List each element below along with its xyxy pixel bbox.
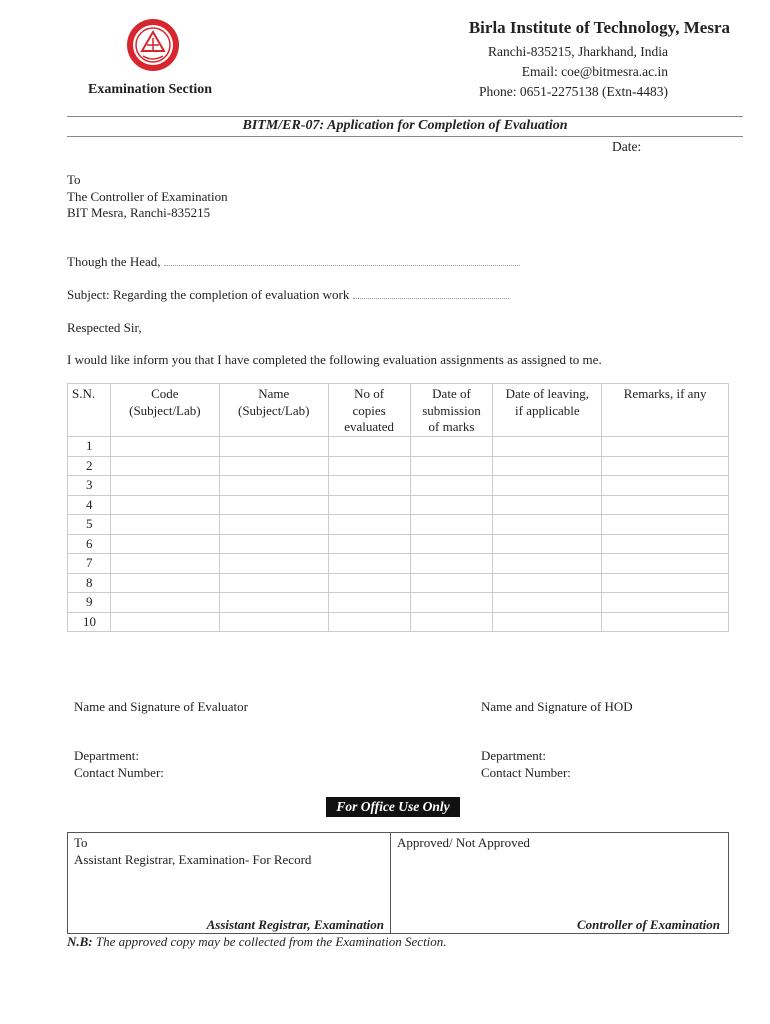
column-header-line: (Subject/Lab) [129,402,201,418]
table-entry-cell[interactable] [110,476,219,496]
office-box-divider [390,832,391,933]
table-entry-cell[interactable] [328,456,410,476]
evaluation-table [67,383,729,632]
table-entry-cell[interactable] [410,534,493,554]
table-entry-cell[interactable] [110,593,219,613]
serial-number-cell: 9 [68,593,111,613]
table-entry-cell[interactable] [493,554,602,574]
table-entry-cell[interactable] [219,534,328,554]
column-header-line: S.N. [72,386,96,401]
table-entry-cell[interactable] [493,612,602,632]
table-entry-cell[interactable] [328,573,410,593]
table-entry-cell[interactable] [493,476,602,496]
table-entry-cell[interactable] [328,534,410,554]
table-entry-cell[interactable] [602,534,729,554]
column-header-line: evaluated [344,419,394,434]
column-header-line: Remarks, if any [623,386,707,401]
table-entry-cell[interactable] [328,437,410,457]
evaluator-signature-label: Name and Signature of Evaluator [74,699,248,714]
table-row [68,515,729,535]
table-entry-cell[interactable] [219,495,328,515]
table-entry-cell[interactable] [328,476,410,496]
table-entry-cell[interactable] [493,515,602,535]
institute-phone: Phone: 0651-2275138 (Extn-4483) [479,84,668,99]
addressee-block [67,172,228,222]
table-entry-cell[interactable] [410,593,493,613]
table-entry-cell[interactable] [219,515,328,535]
column-header-line: Code [151,386,179,401]
table-entry-cell[interactable] [110,456,219,476]
table-row [68,534,729,554]
institute-email: Email: coe@bitmesra.ac.in [521,64,668,79]
table-entry-cell[interactable] [602,573,729,593]
column-header-line: of marks [428,419,475,434]
table-entry-cell[interactable] [602,437,729,457]
table-entry-cell[interactable] [602,476,729,496]
table-entry-cell[interactable] [328,554,410,574]
table-entry-cell[interactable] [410,495,493,515]
column-header [328,384,410,437]
table-row [68,573,729,593]
table-entry-cell[interactable] [493,593,602,613]
table-entry-cell[interactable] [110,534,219,554]
table-entry-cell[interactable] [219,554,328,574]
column-header-line: (Subject/Lab) [237,402,310,418]
evaluator-details [74,748,164,781]
table-entry-cell[interactable] [328,593,410,613]
table-entry-cell[interactable] [602,593,729,613]
table-entry-cell[interactable] [410,437,493,457]
table-entry-cell[interactable] [493,456,602,476]
table-entry-cell[interactable] [493,495,602,515]
subject-label: Subject: Regarding the completion of evaluation work [67,287,350,302]
note-text: The approved copy may be collected from the Examination Section. [92,934,447,949]
table-entry-cell[interactable] [602,612,729,632]
column-header [410,384,493,437]
table-row [68,495,729,515]
column-header [602,384,729,437]
evaluator-contact-label: Contact Number: [74,764,164,780]
addressee-title: The Controller of Examination [67,188,228,204]
serial-number-cell: 6 [68,534,111,554]
institute-address: Ranchi-835215, Jharkhand, India [488,44,668,59]
table-entry-cell[interactable] [493,573,602,593]
header-rule-bottom [67,136,743,137]
column-header-line: Date of [432,386,471,401]
form-title: BITM/ER-07: Application for Completion of Evaluation [242,118,568,133]
table-entry-cell[interactable] [219,456,328,476]
table-entry-cell[interactable] [110,612,219,632]
column-header-line: Name [258,386,290,401]
examination-section-label: Examination Section [88,82,213,97]
subject-blank-field[interactable] [353,288,509,299]
hod-signature-label: Name and Signature of HOD [481,699,633,714]
salutation: Respected Sir, [67,320,142,335]
addressee-location: BIT Mesra, Ranchi-835215 [67,205,211,220]
table-entry-cell[interactable] [328,612,410,632]
table-entry-cell[interactable] [328,515,410,535]
controller-signature: Controller of Examination [576,917,720,932]
table-row [68,554,729,574]
table-header-row [68,384,729,437]
table-entry-cell[interactable] [219,573,328,593]
table-entry-cell[interactable] [110,515,219,535]
institute-name: Birla Institute of Technology, Mesra [468,18,730,37]
body-text: I would like inform you that I have completed the following evaluation assignments as assigned to me. [67,352,602,367]
serial-number-cell: 1 [68,437,111,457]
institute-seal-logo [126,18,180,72]
assistant-registrar-signature: Assistant Registrar, Examination [206,917,384,932]
serial-number-cell: 7 [68,554,111,574]
through-line [67,254,520,271]
serial-number-cell: 2 [68,456,111,476]
table-entry-cell[interactable] [602,515,729,535]
hod-details [481,748,571,781]
table-entry-cell[interactable] [219,593,328,613]
column-header [68,384,111,437]
table-entry-cell[interactable] [410,456,493,476]
column-header-line: Date of leaving, [505,386,590,401]
table-entry-cell[interactable] [493,437,602,457]
serial-number-cell: 4 [68,495,111,515]
date-label: Date: [612,139,642,154]
table-entry-cell[interactable] [410,554,493,574]
table-entry-cell[interactable] [110,495,219,515]
through-label: Though the Head, [67,254,161,269]
evaluator-department-label: Department: [74,748,139,763]
serial-number-cell: 8 [68,573,111,593]
table-entry-cell[interactable] [602,456,729,476]
table-entry-cell[interactable] [110,437,219,457]
hod-department-label: Department: [481,748,546,763]
table-row [68,593,729,613]
table-row [68,612,729,632]
note [67,934,447,950]
approval-status: Approved/ Not Approved [397,835,530,850]
serial-number-cell: 3 [68,476,111,496]
hod-contact-label: Contact Number: [481,764,571,780]
through-blank-field[interactable] [164,255,520,266]
table-entry-cell[interactable] [110,554,219,574]
note-prefix: N.B: [67,934,93,949]
table-entry-cell[interactable] [219,476,328,496]
subject-line [67,287,509,304]
header-rule-top [67,116,743,117]
table-row [68,476,729,496]
table-entry-cell[interactable] [410,476,493,496]
column-header [493,384,602,437]
to-line: To [67,172,81,187]
table-row [68,437,729,457]
serial-number-cell: 5 [68,515,111,535]
office-to-line: To [74,835,88,850]
table-row [68,456,729,476]
table-entry-cell[interactable] [410,612,493,632]
column-header-line: No of [354,386,385,401]
column-header-line: copies [352,402,386,418]
column-header [219,384,328,437]
table-entry-cell[interactable] [410,573,493,593]
office-use-badge: For Office Use Only [326,797,460,817]
table-entry-cell[interactable] [328,495,410,515]
table-entry-cell[interactable] [219,612,328,632]
table-entry-cell[interactable] [110,573,219,593]
column-header-line: submission [422,402,481,418]
table-entry-cell[interactable] [602,554,729,574]
column-header-line: if applicable [515,402,580,418]
table-entry-cell[interactable] [493,534,602,554]
office-recipient-block [74,835,311,868]
serial-number-cell: 10 [68,612,111,632]
office-recipient: Assistant Registrar, Examination- For Record [74,851,312,867]
table-entry-cell[interactable] [219,437,328,457]
table-entry-cell[interactable] [410,515,493,535]
column-header [110,384,219,437]
table-entry-cell[interactable] [602,495,729,515]
